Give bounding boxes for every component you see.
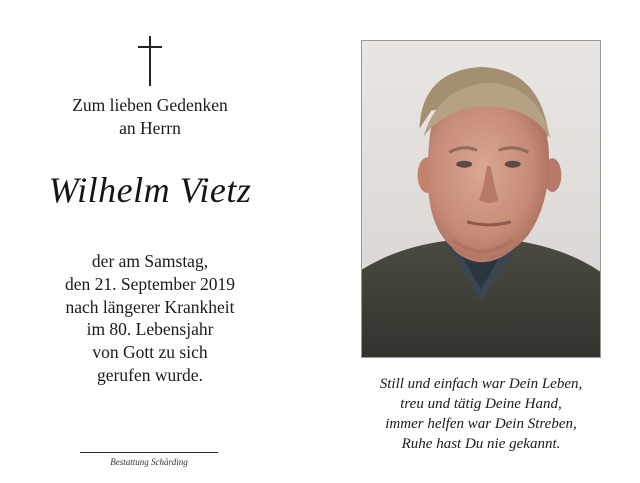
poem-line: treu und tätig Deine Hand, [400,396,562,412]
detail-line: der am Samstag, [91,251,209,271]
deceased-name: Wilhelm Vietz [48,170,252,210]
remembrance-line-2: an Herrn [119,118,181,138]
poem-line: Ruhe hast Du nie gekannt. [401,436,561,452]
remembrance-line-1: Zum lieben Gedenken [72,95,228,115]
poem-line: Still und einfach war Dein Leben, [379,376,583,392]
divider [80,452,218,453]
detail-line: von Gott zu sich [92,342,208,363]
cross-icon [138,36,162,86]
portrait-photo [361,40,601,358]
detail-line: gerufen wurde. [97,364,203,385]
detail-line: den 21. September 2019 [64,273,236,294]
death-details [30,250,270,387]
poem-line: immer helfen war Dein Streben, [385,416,577,432]
remembrance-heading [40,94,260,140]
memorial-poem [350,374,612,454]
detail-line: im 80. Lebensjahr [86,319,214,340]
undertaker-credit: Bestattung Schärding [110,457,188,467]
detail-line: nach längerer Krankheit [65,296,235,317]
